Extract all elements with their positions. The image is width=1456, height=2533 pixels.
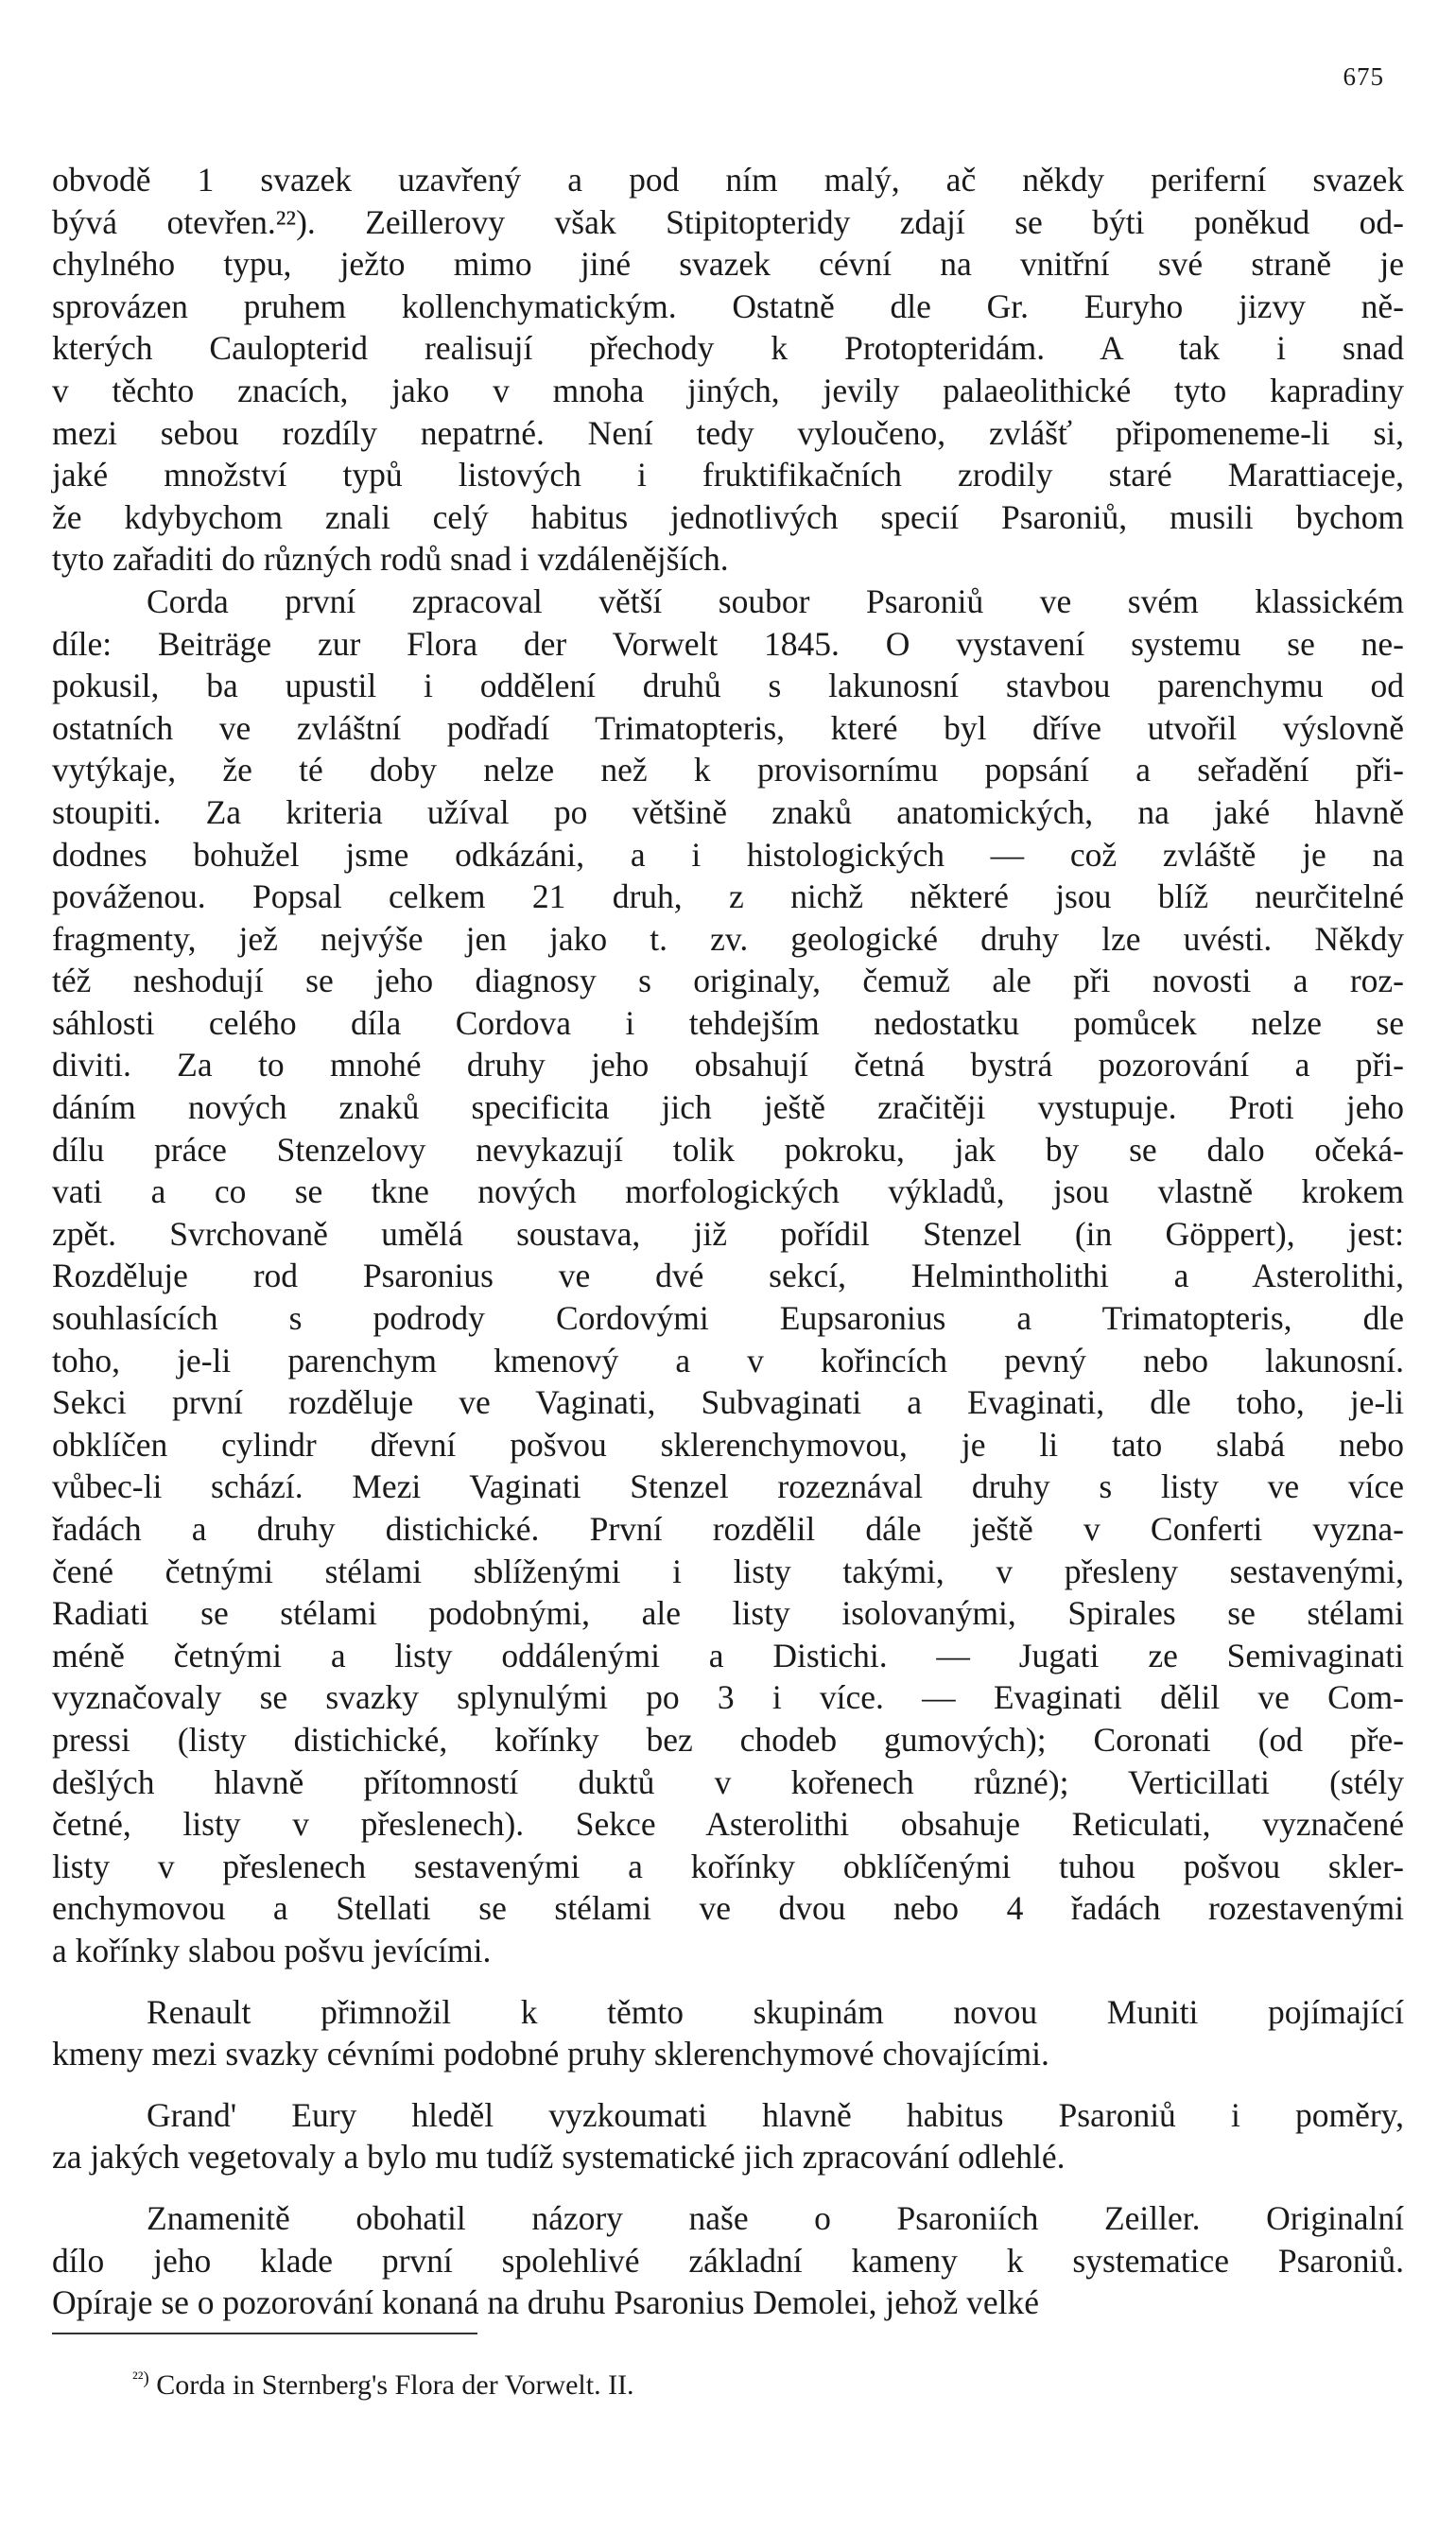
paragraph xyxy=(52,1991,1404,2075)
paragraph xyxy=(52,159,1404,581)
page-number: 675 xyxy=(1343,62,1384,91)
text-line: obklíčen cylindr dřevní pošvou sklerenchymovou, je li tato slabá nebo xyxy=(52,1425,1404,1464)
text-line: obvodě 1 svazek uzavřený a pod ním malý, ač někdy periferní svazek xyxy=(52,161,1404,199)
text-line: ostatních ve zvláštní podřadí Trimatopteris, které byl dříve utvořil výslovně xyxy=(52,708,1404,747)
text-line: dodnes bohužel jsme odkázáni, a i histologických — což zvláště je na xyxy=(52,835,1404,874)
text-line: bývá otevřen.²²). Zeillerovy však Stipitopteridy zdají se býti poněkud od- xyxy=(52,202,1404,241)
text-line: též neshodují se jeho diagnosy s originaly, čemuž ale při novosti a roz- xyxy=(52,962,1404,1000)
text-line: sáhlosti celého díla Cordova i tehdejším nedostatku pomůcek nelze se xyxy=(52,1003,1404,1042)
footnote-mark: ²²) xyxy=(132,2368,149,2388)
text-line: tyto zařaditi do různých rodů snad i vzdálenějších. xyxy=(52,540,729,579)
text-line: díle: Beiträge zur Flora der Vorwelt 1845. O vystavení systemu se ne- xyxy=(52,624,1404,663)
paragraph-gap xyxy=(52,2178,1404,2197)
text-line: dílu práce Stenzelovy nevykazují tolik pokroku, jak by se dalo očeká- xyxy=(52,1130,1404,1169)
text-line: za jakých vegetovaly a bylo mu tudíž systematické jich zpracování odlehlé. xyxy=(52,2138,1066,2177)
text-line: sprovázen pruhem kollenchymatickým. Ostatně dle Gr. Euryho jizvy ně- xyxy=(52,286,1404,325)
text-line: četné, listy v přeslenech). Sekce Asterolithi obsahuje Reticulati, vyznačené xyxy=(52,1805,1404,1844)
text-line: souhlasících s podrody Cordovými Eupsaronius a Trimatopteris, dle xyxy=(52,1299,1404,1338)
text-line: řadách a druhy distichické. První rozdělil dále ještě v Conferti vyzna- xyxy=(52,1510,1404,1548)
text-line: Rozděluje rod Psaronius ve dvé sekcí, Helmintholithi a Asterolithi, xyxy=(52,1257,1404,1295)
text-line: méně četnými a listy oddálenými a Distichi. — Jugati ze Semivaginati xyxy=(52,1636,1404,1674)
text-line: Renault přimnožil k těmto skupinám novou Muniti pojímající xyxy=(147,1992,1404,2031)
text-line: stoupiti. Za kriteria užíval po většině znaků anatomických, na jaké hlavně xyxy=(52,792,1404,831)
text-line: fragmenty, jež nejvýše jen jako t. zv. geologické druhy lze uvésti. Někdy xyxy=(52,919,1404,958)
text-line: diviti. Za to mnohé druhy jeho obsahují četná bystrá pozorování a při- xyxy=(52,1046,1404,1084)
text-line: Grand' Eury hleděl vyzkoumati hlavně habitus Psaroniů i poměry, xyxy=(147,2095,1404,2134)
text-line: chylného typu, ježto mimo jiné svazek cévní na vnitřní své straně je xyxy=(52,245,1404,284)
paragraph xyxy=(52,2094,1404,2178)
text-line: zpět. Svrchovaně umělá soustava, již pořídil Stenzel (in Göppert), jest: xyxy=(52,1214,1404,1253)
text-line: dáním nových znaků specificita jich ještě zračitěji vystupuje. Proti jeho xyxy=(52,1088,1404,1127)
text-line: Corda první zpracoval větší soubor Psaroniů ve svém klassickém xyxy=(147,581,1404,620)
footnote-divider xyxy=(52,2333,477,2334)
text-line: listy v přeslenech sestavenými a kořínky obklíčenými tuhou pošvou skler- xyxy=(52,1847,1404,1885)
paragraph xyxy=(52,581,1404,1972)
footnote xyxy=(132,2368,634,2402)
text-line: pressi (listy distichické, kořínky bez chodeb gumových); Coronati (od pře- xyxy=(52,1720,1404,1759)
text-line: že kdybychom znali celý habitus jednotlivých specií Psaroniů, musili bychom xyxy=(52,497,1404,536)
paragraph-gap xyxy=(52,1972,1404,1991)
text-line: a kořínky slabou pošvu jevícími. xyxy=(52,1931,492,1969)
text-line: Znamenitě obohatil názory naše o Psaroniích Zeiller. Originalní xyxy=(147,2198,1404,2237)
paragraph xyxy=(52,2197,1404,2324)
text-line: Radiati se stélami podobnými, ale listy isolovanými, Spirales se stélami xyxy=(52,1594,1404,1633)
text-line: vyznačovaly se svazky splynulými po 3 i více. — Evaginati dělil ve Com- xyxy=(52,1678,1404,1717)
text-line: čené četnými stélami sblíženými i listy takými, v přesleny sestavenými, xyxy=(52,1552,1404,1590)
text-line: kmeny mezi svazky cévními podobné pruhy sklerenchymové chovajícími. xyxy=(52,2035,1049,2073)
text-line: enchymovou a Stellati se stélami ve dvou nebo 4 řadách rozestavenými xyxy=(52,1889,1404,1928)
text-line: pokusil, ba upustil i oddělení druhů s lakunosní stavbou parenchymu od xyxy=(52,667,1404,705)
text-line: mezi sebou rozdíly nepatrné. Není tedy vyloučeno, zvlášť připomeneme-li si, xyxy=(52,413,1404,452)
text-line: v těchto znacích, jako v mnoha jiných, jevily palaeolithické tyto kapradiny xyxy=(52,371,1404,409)
text-line: vůbec-li schází. Mezi Vaginati Stenzel rozeznával druhy s listy ve více xyxy=(52,1467,1404,1506)
body-text xyxy=(52,159,1404,2324)
text-line: vati a co se tkne nových morfologických výkladů, jsou vlastně krokem xyxy=(52,1172,1404,1211)
text-line: jaké množství typů listových i fruktifikačních zrodily staré Marattiaceje, xyxy=(52,456,1404,494)
text-line: Sekci první rozděluje ve Vaginati, Subvaginati a Evaginati, dle toho, je-li xyxy=(52,1383,1404,1422)
text-line: pováženou. Popsal celkem 21 druh, z nichž některé jsou blíž neurčitelné xyxy=(52,877,1404,916)
text-line: toho, je-li parenchym kmenový a v kořincích pevný nebo lakunosní. xyxy=(52,1341,1404,1379)
footnote-text: Corda in Sternberg's Flora der Vorwelt. II. xyxy=(156,2369,634,2401)
paragraph-gap xyxy=(52,2075,1404,2094)
text-line: dešlých hlavně přítomností duktů v kořenech různé); Verticillati (stély xyxy=(52,1762,1404,1801)
text-line: kterých Caulopterid realisují přechody k Protopteridám. A tak i snad xyxy=(52,329,1404,368)
text-line: Opíraje se o pozorování konaná na druhu Psaronius Demolei, jehož velké xyxy=(52,2283,1039,2322)
text-line: vytýkaje, že té doby nelze než k provisornímu popsání a seřadění při- xyxy=(52,751,1404,789)
text-line: dílo jeho klade první spolehlivé základní kameny k systematice Psaroniů. xyxy=(52,2241,1404,2280)
